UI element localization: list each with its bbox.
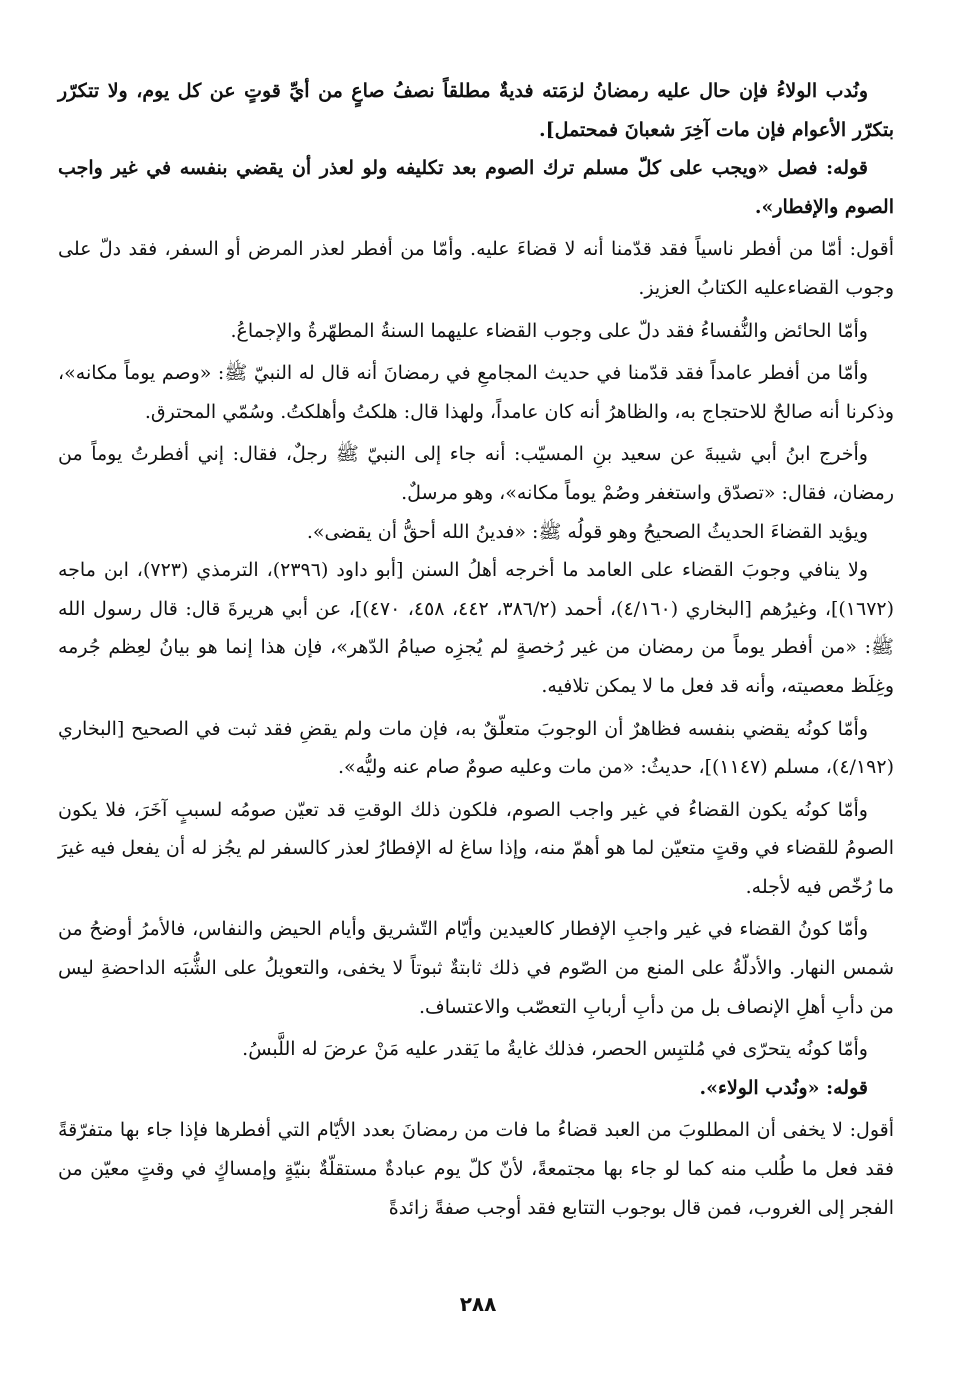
paragraph-3: أقول: أمّا من أفطر ناسياً فقد قدّمنا أنه لا قضاءَ عليه. وأمّا من أفطر لعذر المرض أو السفر، فقد دلّ على وجوب القضاءعليه الكتابُ العزيز.	[58, 238, 894, 299]
page-number: ٢٨٨	[459, 1292, 497, 1316]
paragraph-11: وأمّا كونُ القضاء في غير واجبِ الإفطار كالعيدين وأيّام التّشريق وأيام الحيض والنفاس، فالأمرُ أوضحُ من شمس النهار. والأدلّةُ على المنع من الصّوم في ذلك ثابتةٌ ثبوتاً لا يخفى، والتعويلُ على الشُّبَه الداحضةِ ليس من دأبِ أهلِ الإنصاف بل من دأبِ أربابِ التعصّب والاعتساف.	[58, 918, 894, 1018]
paragraph-12: وأمّا كونُه يتحرّى في مُلتبِس الحصر، فذلك غايةُ ما يَقدر عليه مَنْ عرضَ له اللَّبسُ.	[242, 1038, 868, 1061]
paragraph-2: قوله: فصل «ويجب على كلّ مسلم ترك الصوم بعد تكليفه ولو لعذر أن يقضي بنفسه في غير واجب الصوم والإفطار».	[58, 157, 894, 218]
paragraph-8: ولا ينافي وجوبَ القضاء على العامد ما أخرجه أهلُ السنن [أبو داود (٢٣٩٦)، الترمذي (٧٢٣)، ابن ماجه (١٦٧٢)]، وغيرُهم [البخاري (٤/١٦٠)، أحمد (٣٨٦/٢، ٤٤٢، ٤٥٨، ٤٧٠)]، عن أبي هريرةَ قال: قال رسول الله ﷺ: «من أفطر يوماً من رمضان من غير رُخصةٍ لم يُجزِه صيامُ الدّهر»، فإن هذا إنما هو بيانُ لعِظم جُرمه وغِلَظ معصيته، وأنه قد فعل ما لا يمكن تلافيه.	[58, 559, 895, 697]
paragraph-5: وأمّا من أفطر عامداً فقد قدّمنا في حديث المجامعِ في رمضانَ أنه قال له النبيّ ﷺ: «وصم يوماً مكانه»، وذكرنا أنه صالحٌ للاحتجاج به، والظاهرُ أنه كان عامداً، ولهذا قال: هلكتُ وأهلكتُ. وسُمّي المحترق.	[58, 362, 894, 423]
paragraph-6: وأخرج ابنُ أبي شيبةَ عن سعيد بنِ المسيّب: أنه جاء إلى النبيّ ﷺ رجلٌ، فقال: إني أفطرتُ يوماً من رمضان، فقال: «تصدّق واستغفر وصُمْ يوماً مكانه»، وهو مرسلٌ.	[58, 443, 894, 504]
paragraph-10: وأمّا كونُه يكون القضاءُ في غير واجب الصوم، فلكون ذلك الوقتِ قد تعيّن صومُه لسببٍ آخَرَ، فلا يكون الصومُ للقضاء في وقتٍ متعيّن لما هو أهمّ منه، وإذا ساغ له الإفطارُ لعذر كالسفر لم يجُز له أن يفعل فيه غيرَ ما رُخّص فيه لأجله.	[58, 798, 894, 898]
paragraph-1: ونُدب الولاءُ فإن حال عليه رمضانُ لزمَته فديةٌ مطلقاً نصفُ صاعٍ من أيِّ قوتٍ عن كل يوم، ولا تتكرّر بتكرّر الأعوام فإن مات آخِرَ شعبانَ فمحتمل].	[58, 80, 894, 141]
paragraph-13: قوله: «ونُدب الولاء».	[699, 1076, 868, 1099]
paragraph-4: وأمّا الحائض والنُّفساءُ فقد دلّ على وجوب القضاء عليهما السنةُ المطهّرةُ والإجماعُ.	[230, 319, 868, 342]
paragraph-9: وأمّا كونُه يقضي بنفسه فظاهرٌ أن الوجوبَ متعلّقٌ به، فإن مات ولم يقضِ فقد ثبت في الصحيح [البخاري (٤/١٩٢)، مسلم (١١٤٧)]، حديثُ: «من مات وعليه صومٌ صام عنه وليُّه».	[58, 717, 894, 779]
paragraph-14: أقول: لا يخفى أن المطلوبَ من العبد قضاءُ ما فات من رمضانَ بعدد الأيّام التي أفطرها فإذا جاء بها متفرّقةً فقد فعل ما طُلب منه كما لو جاء بها مجتمعةً، لأنّ كلّ يوم عبادةٌ مستقلّةٌ بنيّةٍ وإمساكٍ في وقتٍ معيّن من الفجر إلى الغروب، فمن قال بوجوب التتابع فقد أوجب صفةً زائدةً	[58, 1119, 894, 1219]
page-text-body	[58, 72, 894, 1227]
paragraph-7: ويؤيد القضاءَ الحديثُ الصحيحُ وهو قولُه ﷺ: «فدينُ الله أحقُّ أن يقضى».	[306, 520, 868, 543]
